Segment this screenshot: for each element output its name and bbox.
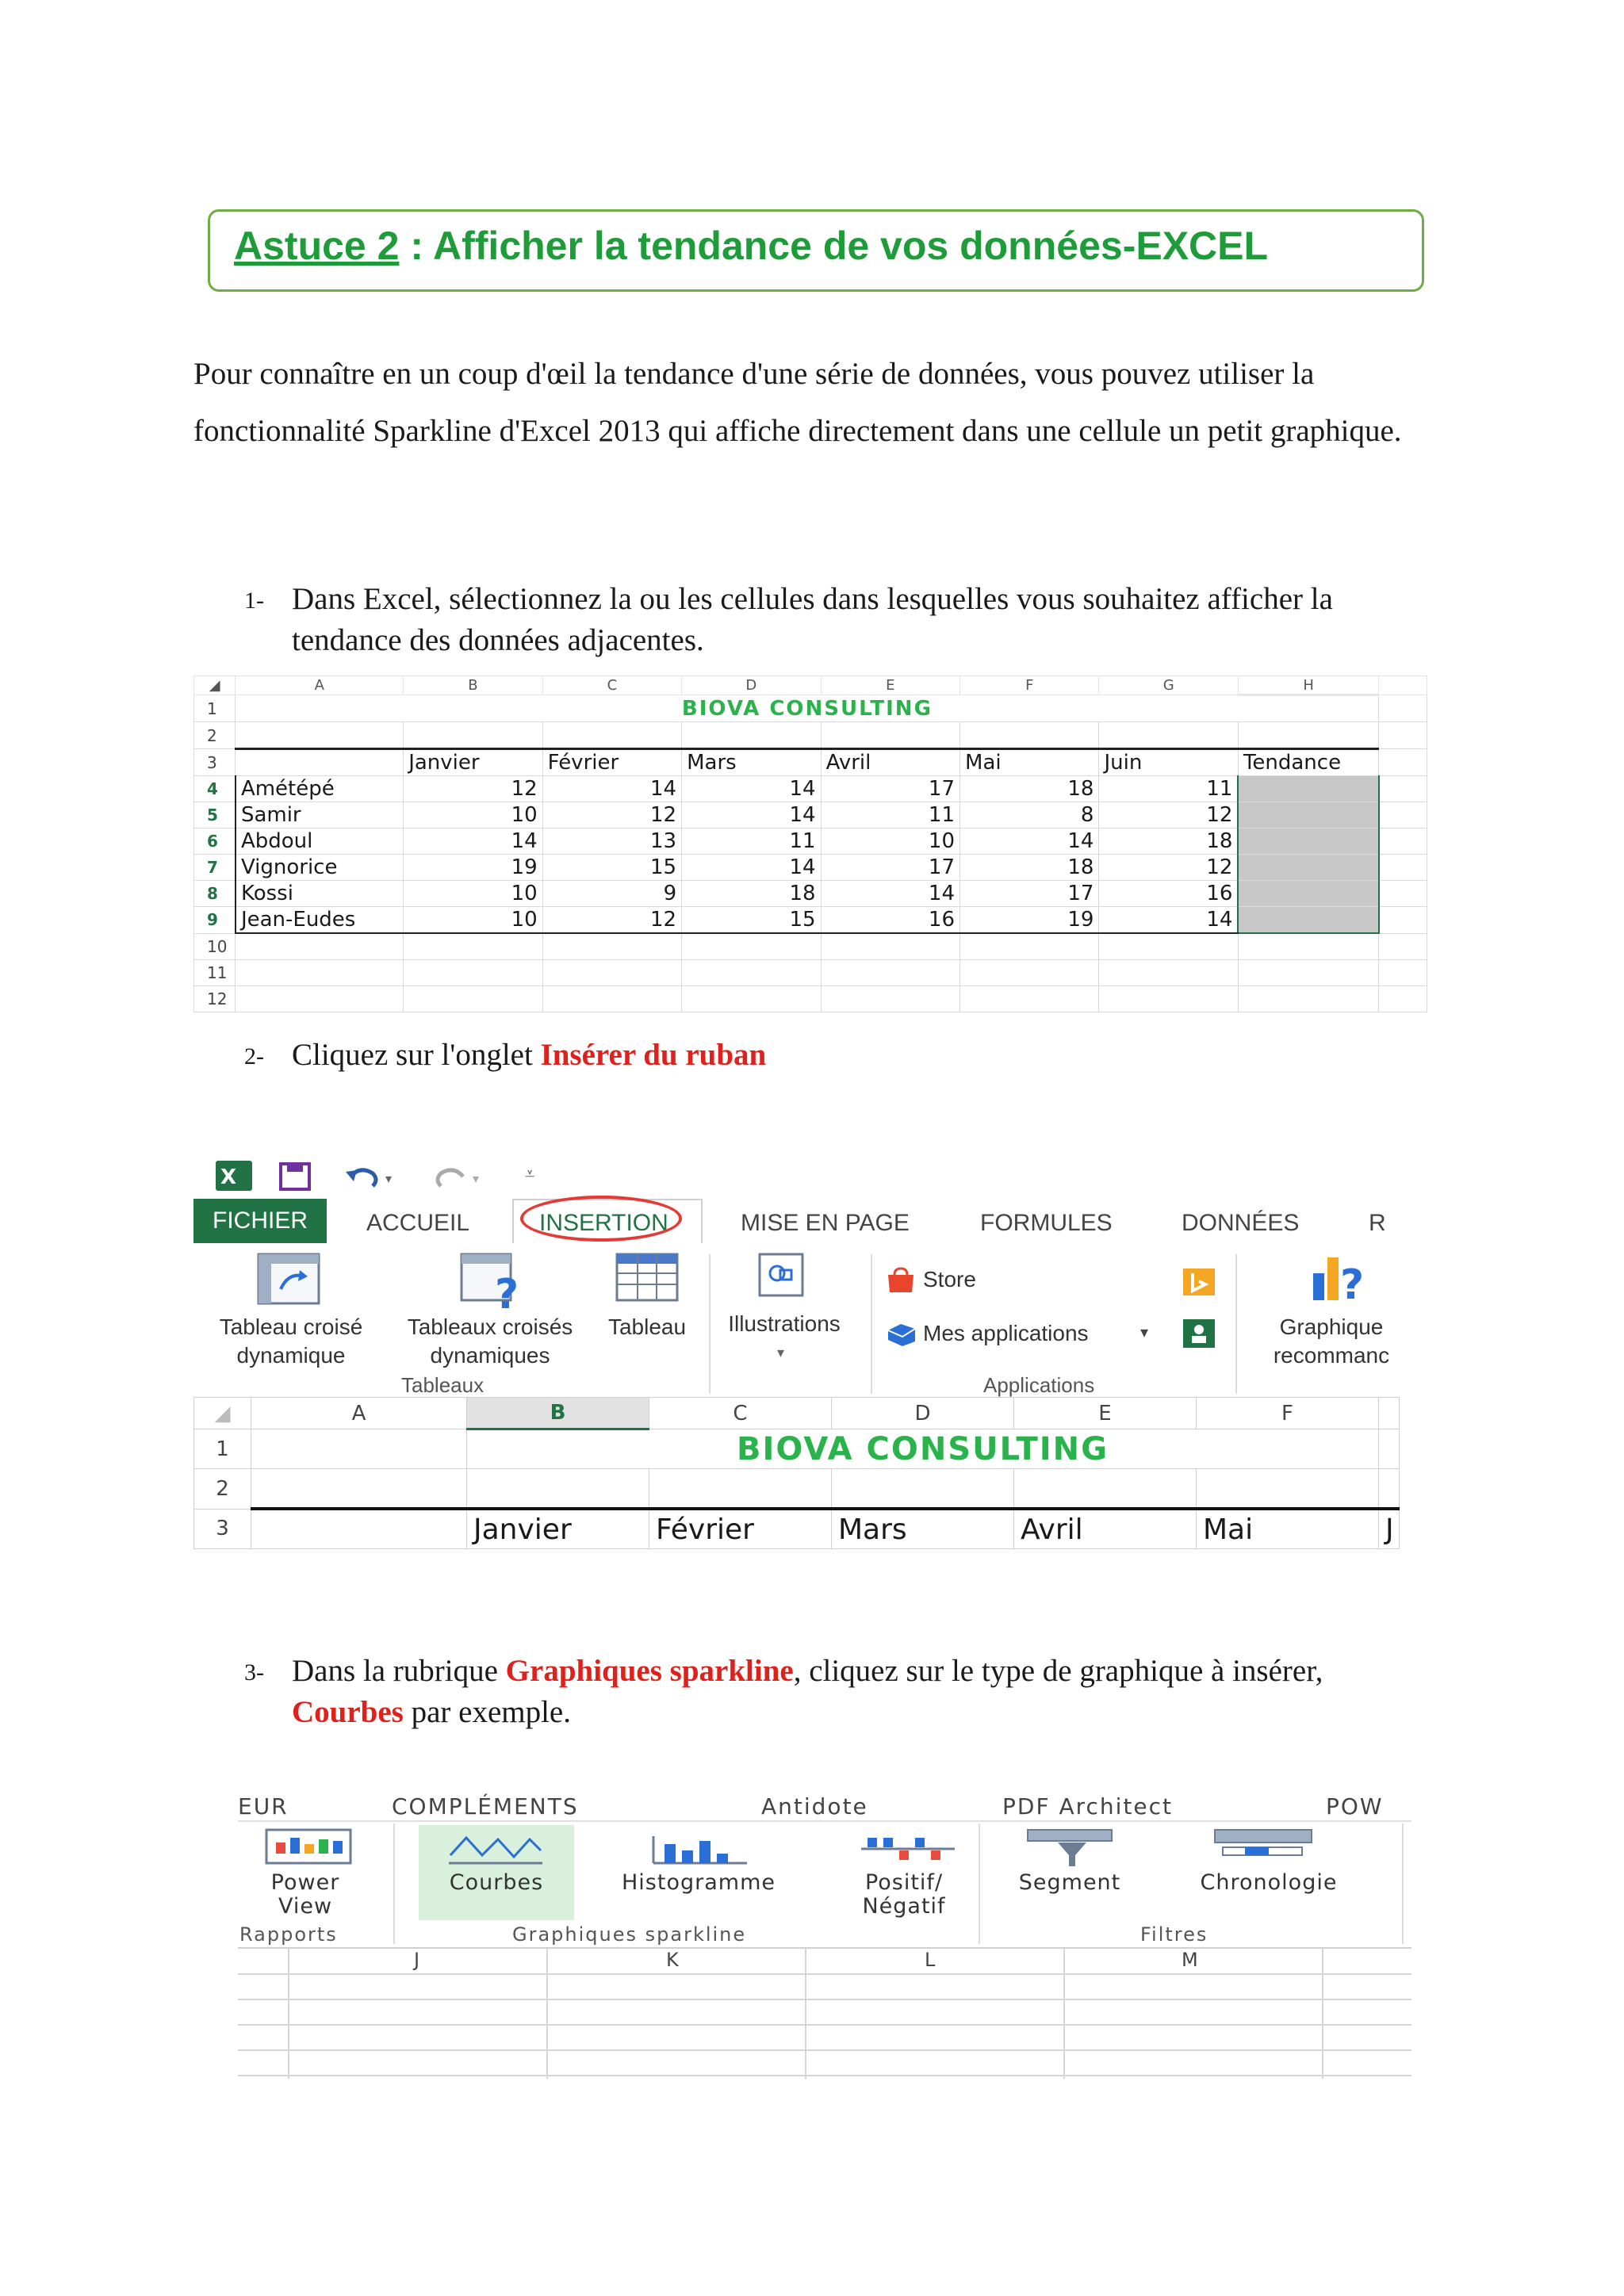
courbes-button[interactable]: Courbes bbox=[449, 1870, 544, 1895]
illustrations-icon[interactable] bbox=[758, 1253, 804, 1297]
step-text-highlight: Insérer du ruban bbox=[540, 1038, 767, 1072]
column-header[interactable]: A bbox=[236, 676, 404, 695]
value-cell[interactable]: 12 bbox=[1099, 802, 1238, 828]
step-text-plain: Cliquez sur l'onglet bbox=[292, 1038, 541, 1072]
value-cell[interactable]: 18 bbox=[682, 881, 821, 907]
step-text-plain: , cliquez sur le type de graphique à insérer, bbox=[793, 1654, 1323, 1688]
column-header[interactable]: E bbox=[821, 676, 959, 695]
value-cell[interactable]: 19 bbox=[960, 907, 1099, 934]
value-cell[interactable]: 10 bbox=[821, 828, 959, 855]
label-line: dynamiques bbox=[430, 1343, 550, 1368]
group-separator bbox=[979, 1823, 980, 1944]
value-cell[interactable]: 12 bbox=[1099, 855, 1238, 881]
row-number[interactable]: 6 bbox=[194, 828, 236, 855]
table-row bbox=[194, 802, 1427, 828]
company-title: BIOVA CONSULTING bbox=[236, 695, 1379, 722]
excel-ribbon-insertion bbox=[193, 1154, 1415, 1559]
svg-text:X: X bbox=[220, 1165, 237, 1189]
header-cell[interactable]: Janvier bbox=[404, 749, 542, 776]
header-cell[interactable]: Avril bbox=[821, 749, 959, 776]
group-label-tableaux: Tableaux bbox=[401, 1373, 485, 1397]
header-cell[interactable]: Février bbox=[542, 749, 681, 776]
label-line: recommanc bbox=[1273, 1343, 1390, 1368]
label-line: Graphique bbox=[1279, 1314, 1384, 1339]
row-number[interactable]: 8 bbox=[194, 881, 236, 907]
row-number[interactable]: 1 bbox=[194, 1429, 251, 1469]
recommended-pivot-icon[interactable] bbox=[460, 1253, 528, 1310]
group-label-sparkline: Graphiques sparkline bbox=[512, 1923, 747, 1946]
row-number[interactable]: 11 bbox=[194, 960, 236, 986]
table-row bbox=[194, 722, 1427, 749]
column-header[interactable]: D bbox=[832, 1398, 1014, 1429]
value-cell[interactable]: 14 bbox=[1099, 907, 1238, 934]
column-header[interactable]: D bbox=[682, 676, 821, 695]
value-cell[interactable]: 16 bbox=[1099, 881, 1238, 907]
svg-text:?: ? bbox=[495, 1271, 519, 1310]
spreadsheet-2 bbox=[193, 1397, 1407, 1556]
table-row bbox=[194, 1469, 1400, 1510]
value-cell[interactable]: 12 bbox=[404, 776, 542, 802]
title-box bbox=[208, 209, 1424, 292]
pivot-table-icon[interactable] bbox=[257, 1253, 320, 1308]
column-header[interactable]: C bbox=[649, 1398, 832, 1429]
value-cell[interactable]: 17 bbox=[960, 881, 1099, 907]
line-sparkline-icon[interactable] bbox=[446, 1831, 546, 1866]
my-apps-button[interactable]: Mes applications bbox=[923, 1321, 1089, 1345]
slicer-icon[interactable] bbox=[1026, 1828, 1113, 1869]
step-text-plain: Dans la rubrique bbox=[292, 1654, 506, 1688]
ribbon-divider bbox=[238, 1820, 1411, 1822]
step-text bbox=[292, 1035, 1434, 1076]
tendance-cell-selected[interactable] bbox=[1238, 802, 1378, 828]
tab-r[interactable]: R bbox=[1369, 1210, 1386, 1236]
value-cell[interactable]: 18 bbox=[960, 855, 1099, 881]
column-header-selected[interactable]: B bbox=[467, 1398, 649, 1429]
chevron-down-icon[interactable]: ▾ bbox=[1140, 1324, 1149, 1341]
row-number[interactable]: 9 bbox=[194, 907, 236, 934]
column-header[interactable]: F bbox=[1197, 1398, 1379, 1429]
empty-grid bbox=[238, 1949, 1411, 2079]
value-cell[interactable]: 11 bbox=[1099, 776, 1238, 802]
table-row bbox=[194, 695, 1427, 722]
value-cell[interactable]: 15 bbox=[542, 855, 681, 881]
table-row bbox=[194, 776, 1427, 802]
table-row bbox=[194, 1429, 1400, 1469]
value-cell[interactable]: 10 bbox=[404, 907, 542, 934]
value-cell[interactable]: 10 bbox=[404, 881, 542, 907]
tab-insertion[interactable]: INSERTION bbox=[539, 1210, 668, 1236]
header-cell[interactable]: Mai bbox=[1197, 1509, 1379, 1549]
value-cell[interactable]: 12 bbox=[542, 802, 681, 828]
header-cell[interactable]: J bbox=[1379, 1509, 1400, 1549]
customize-toolbar-icon[interactable]: ⩡ bbox=[525, 1164, 535, 1184]
group-label-filtres: Filtres bbox=[1140, 1923, 1208, 1946]
intro-paragraph: Pour connaître en un coup d'œil la tendance d'une série de données, vous pouvez utiliser la fonctionnalité Sparkline d'Excel 2013 qui affiche directement dans une cellule un petit graphique. bbox=[193, 357, 1402, 448]
excel-ribbon-sparkline bbox=[238, 1784, 1411, 2079]
column-header[interactable]: A bbox=[251, 1398, 467, 1429]
positif-negatif-button[interactable] bbox=[825, 1871, 983, 1919]
svg-text:▾: ▾ bbox=[473, 1173, 480, 1186]
page-title bbox=[234, 223, 1268, 269]
step-text-plain: par exemple. bbox=[403, 1695, 571, 1729]
name-cell[interactable]: Abdoul bbox=[236, 828, 404, 855]
group-separator bbox=[709, 1254, 710, 1394]
tab-pow[interactable]: POW bbox=[1326, 1793, 1384, 1820]
tab-fichier[interactable]: FICHIER bbox=[193, 1199, 327, 1243]
segment-button[interactable]: Segment bbox=[1018, 1870, 1121, 1895]
cell[interactable] bbox=[236, 749, 404, 776]
header-cell[interactable]: Mars bbox=[832, 1509, 1014, 1549]
name-cell[interactable]: Kossi bbox=[236, 881, 404, 907]
value-cell[interactable]: 17 bbox=[821, 776, 959, 802]
step-number: 1- bbox=[244, 587, 264, 614]
bing-icon[interactable] bbox=[1183, 1269, 1215, 1295]
header-cell[interactable]: Avril bbox=[1014, 1509, 1197, 1549]
row-number[interactable]: 2 bbox=[194, 1469, 251, 1510]
tendance-cell-selected[interactable] bbox=[1238, 828, 1378, 855]
power-view-icon[interactable] bbox=[265, 1828, 352, 1865]
row-number[interactable]: 1 bbox=[194, 695, 236, 722]
recommended-pivot-label[interactable] bbox=[387, 1313, 593, 1370]
svg-text:▾: ▾ bbox=[385, 1173, 393, 1186]
my-apps-icon[interactable] bbox=[885, 1319, 918, 1346]
column-sparkline-icon[interactable] bbox=[650, 1830, 750, 1866]
tendance-cell-selected[interactable] bbox=[1238, 881, 1378, 907]
table-row bbox=[194, 933, 1427, 960]
name-cell[interactable]: Vignorice bbox=[236, 855, 404, 881]
label-line: Négatif bbox=[862, 1894, 946, 1919]
column-header[interactable]: K bbox=[666, 1949, 679, 1971]
value-cell[interactable]: 14 bbox=[960, 828, 1099, 855]
column-header[interactable]: E bbox=[1014, 1398, 1197, 1429]
name-cell[interactable]: Amétépé bbox=[236, 776, 404, 802]
tab-accueil[interactable]: ACCUEIL bbox=[366, 1210, 470, 1236]
value-cell[interactable]: 10 bbox=[404, 802, 542, 828]
svg-text:?: ? bbox=[1340, 1261, 1365, 1305]
header-cell-tendance[interactable]: Tendance bbox=[1238, 749, 1378, 776]
value-cell[interactable]: 9 bbox=[542, 881, 681, 907]
value-cell[interactable]: 19 bbox=[404, 855, 542, 881]
row-number[interactable]: 2 bbox=[194, 722, 236, 749]
column-header[interactable]: G bbox=[1099, 676, 1238, 695]
table-row bbox=[194, 855, 1427, 881]
table-label[interactable]: Tableau bbox=[607, 1314, 687, 1339]
pivot-table-label[interactable] bbox=[200, 1313, 382, 1370]
chronologie-button[interactable]: Chronologie bbox=[1200, 1870, 1338, 1895]
chevron-down-icon[interactable]: ▾ bbox=[777, 1345, 785, 1360]
table-icon[interactable] bbox=[615, 1253, 679, 1303]
recommended-charts-label[interactable] bbox=[1248, 1313, 1415, 1370]
column-headers bbox=[194, 676, 1427, 695]
column-header[interactable]: M bbox=[1182, 1949, 1198, 1971]
table-row bbox=[194, 828, 1427, 855]
column-header[interactable]: F bbox=[960, 676, 1099, 695]
power-view-label[interactable] bbox=[246, 1871, 365, 1919]
label-line: Positif/ bbox=[864, 1870, 944, 1895]
tab-antidote[interactable]: Antidote bbox=[761, 1793, 868, 1820]
excel-logo-icon bbox=[216, 1161, 252, 1191]
tendance-cell-selected[interactable] bbox=[1238, 907, 1378, 934]
name-cell[interactable]: Jean-Eudes bbox=[236, 907, 404, 934]
row-number[interactable]: 3 bbox=[194, 749, 236, 776]
row-number[interactable]: 3 bbox=[194, 1509, 251, 1549]
value-cell[interactable]: 11 bbox=[821, 802, 959, 828]
row-number[interactable]: 5 bbox=[194, 802, 236, 828]
recommended-charts-icon[interactable] bbox=[1310, 1249, 1373, 1305]
row-number[interactable]: 12 bbox=[194, 986, 236, 1012]
tab-formules[interactable]: FORMULES bbox=[980, 1210, 1113, 1236]
grid-lines bbox=[238, 1949, 1411, 2079]
group-label-applications: Applications bbox=[983, 1373, 1095, 1397]
step-2 bbox=[0, 1035, 1624, 1079]
step-text: Dans Excel, sélectionnez la ou les cellules dans lesquelles vous souhaitez afficher la tendance des données adjacentes. bbox=[292, 582, 1333, 657]
label-line: Tableau croisé bbox=[219, 1314, 363, 1339]
label-line: View bbox=[278, 1894, 333, 1919]
value-cell[interactable]: 14 bbox=[682, 776, 821, 802]
value-cell[interactable]: 14 bbox=[821, 881, 959, 907]
value-cell[interactable]: 14 bbox=[682, 802, 821, 828]
select-all-corner[interactable]: ◢ bbox=[194, 676, 236, 695]
redo-icon[interactable] bbox=[431, 1162, 487, 1191]
step-text-highlight: Graphiques sparkline bbox=[505, 1654, 794, 1688]
header-cell[interactable]: Janvier bbox=[467, 1509, 649, 1549]
group-separator bbox=[393, 1823, 395, 1944]
value-cell[interactable]: 18 bbox=[960, 776, 1099, 802]
value-cell[interactable]: 8 bbox=[960, 802, 1099, 828]
illustrations-label[interactable]: Illustrations bbox=[728, 1311, 841, 1336]
table-row bbox=[194, 749, 1427, 776]
histogramme-button[interactable]: Histogramme bbox=[622, 1870, 776, 1895]
header-cell[interactable]: Juin bbox=[1099, 749, 1238, 776]
group-separator bbox=[1235, 1254, 1237, 1394]
timeline-icon[interactable] bbox=[1213, 1828, 1313, 1868]
value-cell[interactable]: 14 bbox=[542, 776, 681, 802]
column-header-selected[interactable]: H bbox=[1238, 676, 1378, 695]
column-header[interactable]: L bbox=[925, 1949, 936, 1971]
store-icon[interactable] bbox=[885, 1267, 917, 1294]
row-number[interactable]: 7 bbox=[194, 855, 236, 881]
win-loss-sparkline-icon[interactable] bbox=[858, 1830, 958, 1866]
label-line: Power bbox=[270, 1870, 340, 1895]
title-prefix: Astuce 2 bbox=[234, 224, 400, 268]
save-icon[interactable] bbox=[279, 1162, 311, 1191]
tendance-cell-selected[interactable] bbox=[1238, 776, 1378, 802]
people-graph-icon[interactable] bbox=[1183, 1319, 1215, 1348]
header-cell[interactable]: Février bbox=[649, 1509, 832, 1549]
column-header[interactable]: C bbox=[542, 676, 681, 695]
group-separator bbox=[1402, 1823, 1404, 1944]
value-cell[interactable]: 15 bbox=[682, 907, 821, 934]
step-1 bbox=[0, 579, 1624, 666]
tab-mise-en-page[interactable]: MISE EN PAGE bbox=[741, 1210, 910, 1236]
company-title: BIOVA CONSULTING bbox=[467, 1429, 1379, 1469]
header-cell[interactable]: Mai bbox=[960, 749, 1099, 776]
value-cell[interactable]: 13 bbox=[542, 828, 681, 855]
value-cell[interactable]: 12 bbox=[542, 907, 681, 934]
table-row bbox=[194, 907, 1427, 934]
column-header[interactable]: B bbox=[404, 676, 542, 695]
title-rest: : Afficher la tendance de vos données-EXCEL bbox=[399, 224, 1269, 268]
value-cell[interactable]: 16 bbox=[821, 907, 959, 934]
step-number: 3- bbox=[244, 1659, 264, 1686]
tab-donnees[interactable]: DONNÉES bbox=[1182, 1210, 1300, 1236]
table-row bbox=[194, 881, 1427, 907]
step-number: 2- bbox=[244, 1043, 264, 1070]
column-headers bbox=[194, 1398, 1400, 1429]
step-text bbox=[292, 1651, 1434, 1733]
step-text-highlight: Courbes bbox=[292, 1695, 404, 1729]
value-cell[interactable]: 18 bbox=[1099, 828, 1238, 855]
table-row bbox=[194, 1509, 1400, 1549]
row-number[interactable]: 4 bbox=[194, 776, 236, 802]
header-cell[interactable]: Mars bbox=[682, 749, 821, 776]
group-label-rapports: Rapports bbox=[239, 1923, 338, 1946]
step-3 bbox=[0, 1651, 1624, 1738]
tab-pdf-architect[interactable]: PDF Architect bbox=[1002, 1793, 1173, 1820]
spreadsheet-1 bbox=[193, 675, 1427, 1007]
label-line: dynamique bbox=[236, 1343, 346, 1368]
label-line: Tableaux croisés bbox=[407, 1314, 573, 1339]
select-all-corner[interactable]: ◢ bbox=[194, 1398, 251, 1429]
undo-icon[interactable] bbox=[344, 1162, 400, 1191]
highlight-circle bbox=[520, 1196, 682, 1242]
tab-eur[interactable]: EUR bbox=[238, 1793, 289, 1820]
value-cell[interactable]: 17 bbox=[821, 855, 959, 881]
store-button[interactable]: Store bbox=[923, 1267, 976, 1292]
group-separator bbox=[871, 1254, 872, 1394]
tab-complements[interactable]: COMPLÉMENTS bbox=[392, 1793, 579, 1820]
row-number[interactable]: 10 bbox=[194, 933, 236, 960]
table-row bbox=[194, 960, 1427, 986]
name-cell[interactable]: Samir bbox=[236, 802, 404, 828]
value-cell[interactable]: 14 bbox=[404, 828, 542, 855]
value-cell[interactable]: 14 bbox=[682, 855, 821, 881]
table-row bbox=[194, 986, 1427, 1012]
tendance-cell-selected[interactable] bbox=[1238, 855, 1378, 881]
value-cell[interactable]: 11 bbox=[682, 828, 821, 855]
column-header[interactable]: J bbox=[414, 1949, 420, 1971]
